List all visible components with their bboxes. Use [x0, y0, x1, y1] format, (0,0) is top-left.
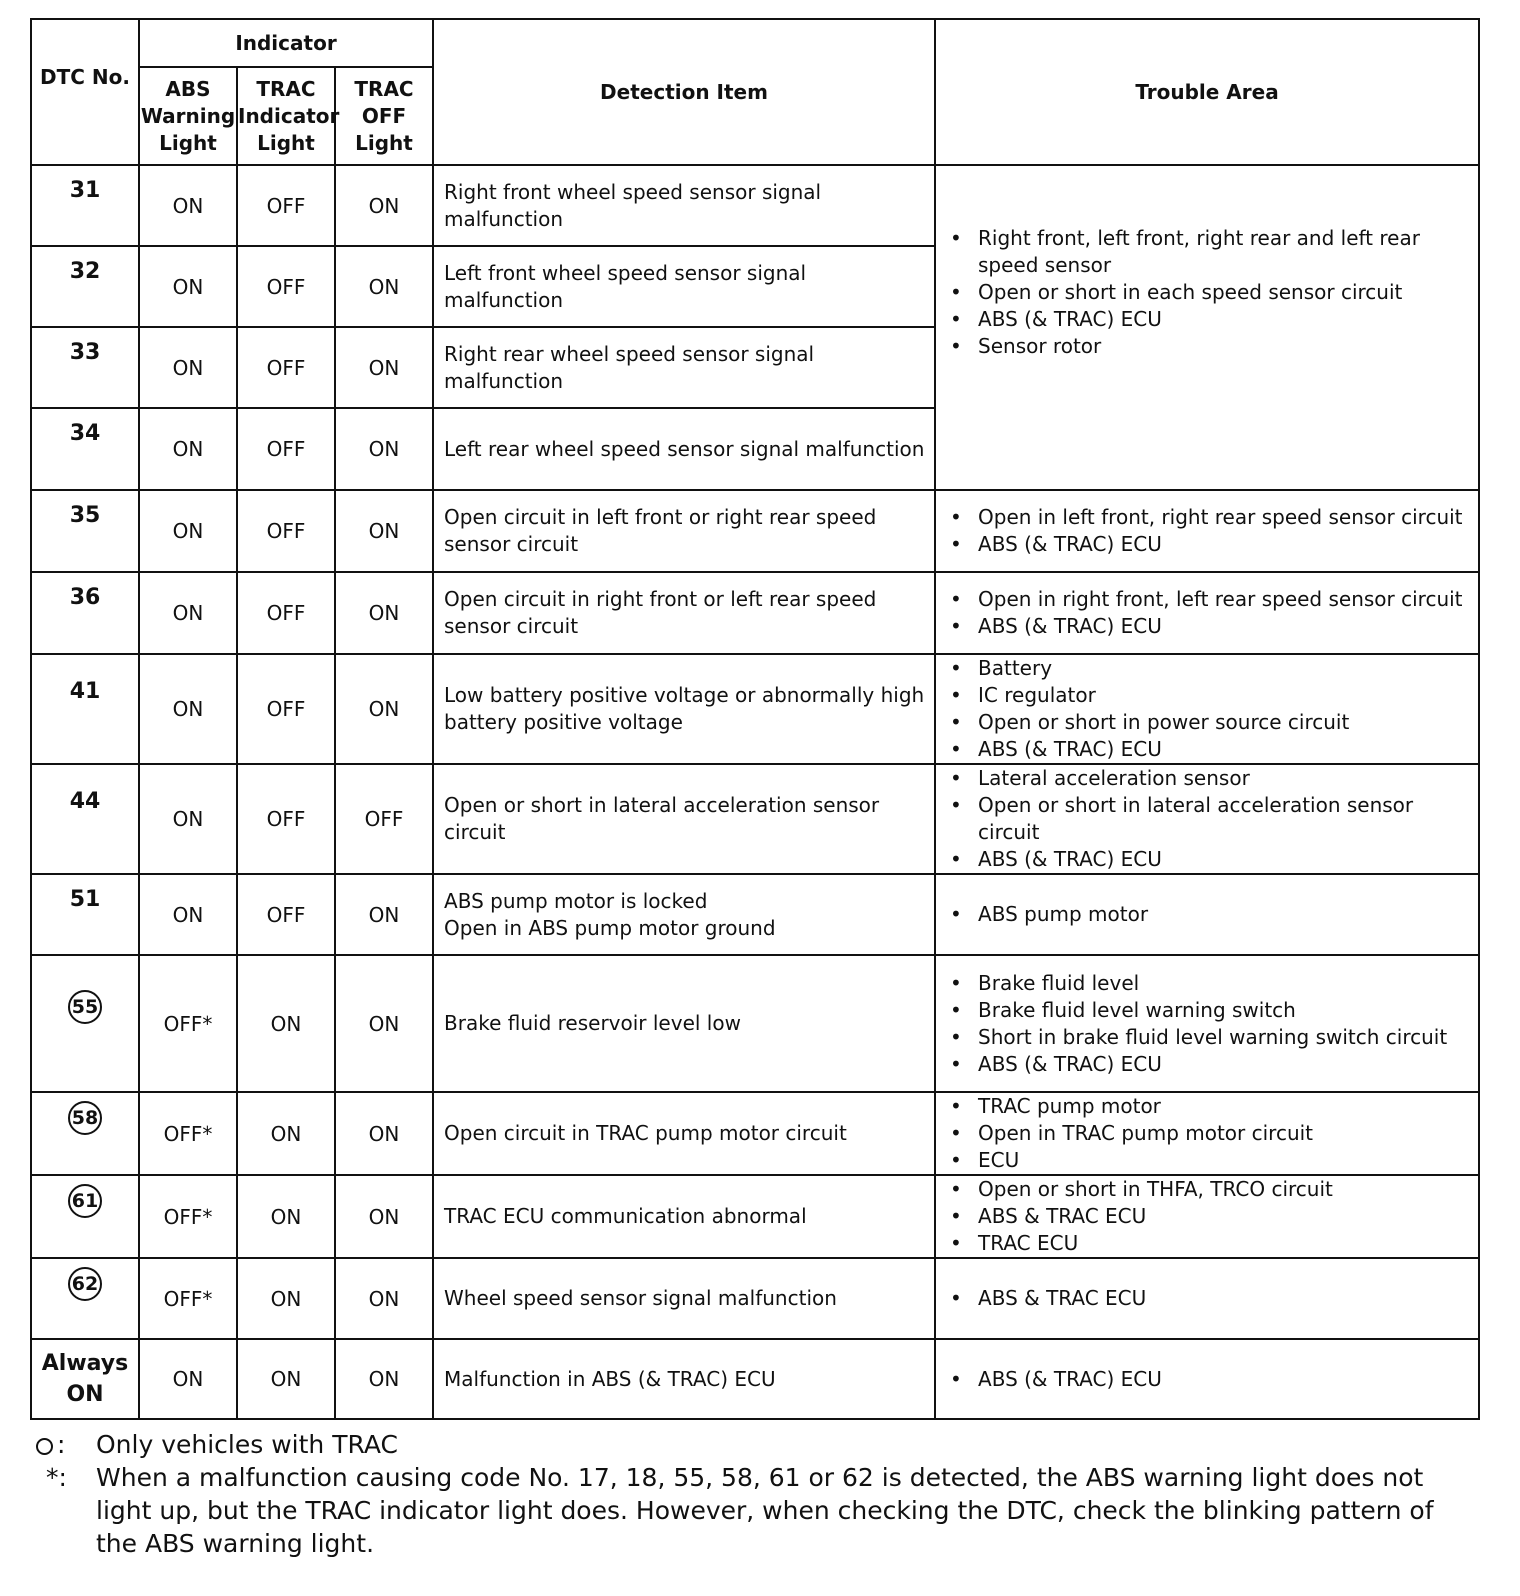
trac-off-state: ON: [335, 1092, 433, 1175]
dtc-code-line: Always: [41, 1351, 129, 1376]
trac-off-state: ON: [335, 490, 433, 572]
footnote-marker-colon: :: [57, 1430, 66, 1459]
trouble-item: • ABS (& TRAC) ECU: [946, 1366, 1472, 1393]
table-row: [31, 165, 1479, 246]
trac-indicator-state: OFF: [237, 408, 335, 490]
trac-indicator-state: ON: [237, 1258, 335, 1339]
detection-line: ABS pump motor is locked: [444, 888, 708, 913]
footnote-text: Only vehicles with TRAC: [96, 1430, 398, 1459]
trouble-item: • Lateral acceleration sensor: [946, 765, 1472, 792]
trac-indicator-state: ON: [237, 1175, 335, 1258]
trac-indicator-state: OFF: [237, 874, 335, 955]
detection-item: Left front wheel speed sensor signal malfunction: [433, 246, 935, 327]
table-row: [31, 490, 1479, 572]
trouble-item: • ABS & TRAC ECU: [946, 1285, 1472, 1312]
trouble-item: • ABS (& TRAC) ECU: [946, 846, 1472, 873]
detection-item: Open circuit in right front or left rear speed sensor circuit: [433, 572, 935, 654]
trac-off-state: ON: [335, 1339, 433, 1419]
trouble-item: • ABS (& TRAC) ECU: [946, 613, 1472, 640]
header-dtc: DTC No.: [31, 19, 139, 165]
abs-light-state: ON: [139, 572, 237, 654]
detection-item: [433, 874, 935, 955]
abs-light-state: ON: [139, 327, 237, 408]
circle-icon: [36, 1438, 53, 1455]
table-row: [31, 764, 1479, 874]
circled-code: 55: [68, 990, 102, 1024]
trouble-item: • TRAC pump motor: [946, 1093, 1472, 1120]
dtc-code: 35: [31, 490, 139, 572]
trac-indicator-state: ON: [237, 1092, 335, 1175]
abs-light-state: ON: [139, 408, 237, 490]
header-indicator: Indicator: [139, 19, 433, 67]
abs-light-state: OFF*: [139, 1092, 237, 1175]
header-abs-warning-light: ABS Warning Light: [139, 67, 237, 165]
dtc-code: 34: [31, 408, 139, 490]
header-detection: Detection Item: [433, 19, 935, 165]
abs-light-state: ON: [139, 490, 237, 572]
trac-off-state: ON: [335, 1258, 433, 1339]
dtc-document: [30, 18, 1478, 1420]
footnote-circle: [36, 1428, 1456, 1461]
abs-light-state: ON: [139, 654, 237, 764]
trouble-item: • Brake fluid level warning switch: [946, 997, 1472, 1024]
trouble-area: [935, 490, 1479, 572]
trouble-area: [935, 955, 1479, 1092]
trac-off-state: ON: [335, 654, 433, 764]
abs-light-state: ON: [139, 874, 237, 955]
trouble-item: • ABS & TRAC ECU: [946, 1203, 1472, 1230]
trac-off-state: OFF: [335, 764, 433, 874]
detection-item: TRAC ECU communication abnormal: [433, 1175, 935, 1258]
trouble-item: • ABS (& TRAC) ECU: [946, 306, 1472, 333]
trac-off-state: ON: [335, 327, 433, 408]
trouble-item: • Open in TRAC pump motor circuit: [946, 1120, 1472, 1147]
trac-off-state: ON: [335, 874, 433, 955]
footnote-text: When a malfunction causing code No. 17, 18, 55, 58, 61 or 62 is detected, the ABS warning light does not light up, but the TRAC indicator light does. However, when checking the DTC, check the blinking pattern of the ABS warning light.: [96, 1463, 1434, 1558]
dtc-code: [31, 1339, 139, 1419]
detection-item: Malfunction in ABS (& TRAC) ECU: [433, 1339, 935, 1419]
trac-indicator-state: OFF: [237, 764, 335, 874]
trouble-item: • ABS (& TRAC) ECU: [946, 736, 1472, 763]
footnote-asterisk: [36, 1461, 1456, 1560]
dtc-code: 41: [31, 654, 139, 764]
trouble-item: • ABS (& TRAC) ECU: [946, 1051, 1472, 1078]
trouble-item: • IC regulator: [946, 682, 1472, 709]
trouble-area: [935, 764, 1479, 874]
dtc-code-line: ON: [66, 1382, 104, 1407]
table-row: [31, 874, 1479, 955]
trouble-area-shared: [935, 165, 1479, 490]
trac-indicator-state: OFF: [237, 490, 335, 572]
dtc-code: [31, 1175, 139, 1258]
trouble-item: • Sensor rotor: [946, 333, 1472, 360]
trac-off-state: ON: [335, 246, 433, 327]
trouble-item: • ECU: [946, 1147, 1472, 1174]
dtc-code: [31, 955, 139, 1092]
trouble-area: [935, 1092, 1479, 1175]
trouble-item: • Open in left front, right rear speed sensor circuit: [946, 504, 1472, 531]
dtc-code: 32: [31, 246, 139, 327]
trouble-area: [935, 1258, 1479, 1339]
detection-item: Wheel speed sensor signal malfunction: [433, 1258, 935, 1339]
circled-code: 62: [68, 1267, 102, 1301]
dtc-code: 31: [31, 165, 139, 246]
trouble-area: [935, 1339, 1479, 1419]
detection-item: Open circuit in TRAC pump motor circuit: [433, 1092, 935, 1175]
abs-light-state: ON: [139, 165, 237, 246]
trac-off-state: ON: [335, 165, 433, 246]
dtc-code: [31, 1092, 139, 1175]
abs-light-state: ON: [139, 764, 237, 874]
detection-item: Low battery positive voltage or abnormally high battery positive voltage: [433, 654, 935, 764]
table-row: [31, 572, 1479, 654]
abs-light-state: OFF*: [139, 955, 237, 1092]
trac-indicator-state: OFF: [237, 327, 335, 408]
trouble-item: • ABS pump motor: [946, 901, 1472, 928]
footnotes: [36, 1428, 1456, 1560]
trouble-area: [935, 654, 1479, 764]
trac-off-state: ON: [335, 1175, 433, 1258]
trac-indicator-state: ON: [237, 955, 335, 1092]
footnote-marker: [36, 1428, 96, 1461]
trac-off-state: ON: [335, 408, 433, 490]
detection-item: Right rear wheel speed sensor signal malfunction: [433, 327, 935, 408]
trouble-item: • Open or short in each speed sensor circuit: [946, 279, 1472, 306]
trouble-item: • Right front, left front, right rear and left rear speed sensor: [946, 225, 1472, 279]
trac-indicator-state: OFF: [237, 165, 335, 246]
dtc-code: 36: [31, 572, 139, 654]
dtc-code: 44: [31, 764, 139, 874]
abs-light-state: OFF*: [139, 1175, 237, 1258]
table-row: [31, 1092, 1479, 1175]
abs-light-state: OFF*: [139, 1258, 237, 1339]
table-row: [31, 1339, 1479, 1419]
detection-item: Open or short in lateral acceleration sensor circuit: [433, 764, 935, 874]
trouble-item: • ABS (& TRAC) ECU: [946, 531, 1472, 558]
detection-item: Right front wheel speed sensor signal malfunction: [433, 165, 935, 246]
trouble-item: • Open or short in THFA, TRCO circuit: [946, 1176, 1472, 1203]
trac-indicator-state: ON: [237, 1339, 335, 1419]
trouble-item: • Open or short in lateral acceleration sensor circuit: [946, 792, 1472, 846]
table-row: [31, 1258, 1479, 1339]
trouble-item: • Brake fluid level: [946, 970, 1472, 997]
circled-code: 58: [68, 1101, 102, 1135]
header-trac-off-light: TRAC OFF Light: [335, 67, 433, 165]
detection-item: Open circuit in left front or right rear speed sensor circuit: [433, 490, 935, 572]
header-trouble: Trouble Area: [935, 19, 1479, 165]
trouble-area: [935, 1175, 1479, 1258]
trouble-area: [935, 572, 1479, 654]
abs-light-state: ON: [139, 246, 237, 327]
dtc-table: [30, 18, 1480, 1420]
trac-indicator-state: OFF: [237, 654, 335, 764]
trac-off-state: ON: [335, 572, 433, 654]
detection-item: Brake fluid reservoir level low: [433, 955, 935, 1092]
header-trac-indicator-light: TRAC Indicator Light: [237, 67, 335, 165]
trouble-item: • Short in brake fluid level warning switch circuit: [946, 1024, 1472, 1051]
trac-indicator-state: OFF: [237, 246, 335, 327]
trac-off-state: ON: [335, 955, 433, 1092]
trouble-item: • Open in right front, left rear speed sensor circuit: [946, 586, 1472, 613]
trouble-item: • Open or short in power source circuit: [946, 709, 1472, 736]
dtc-code: [31, 1258, 139, 1339]
circled-code: 61: [68, 1184, 102, 1218]
trac-indicator-state: OFF: [237, 572, 335, 654]
dtc-code: 51: [31, 874, 139, 955]
dtc-code: 33: [31, 327, 139, 408]
footnote-marker: *:: [46, 1463, 67, 1492]
table-row: [31, 1175, 1479, 1258]
table-row: [31, 654, 1479, 764]
detection-line: Open in ABS pump motor ground: [444, 915, 776, 940]
detection-item: Left rear wheel speed sensor signal malfunction: [433, 408, 935, 490]
abs-light-state: ON: [139, 1339, 237, 1419]
trouble-item: • Battery: [946, 655, 1472, 682]
trouble-area: [935, 874, 1479, 955]
table-row: [31, 955, 1479, 1092]
trouble-item: • TRAC ECU: [946, 1230, 1472, 1257]
